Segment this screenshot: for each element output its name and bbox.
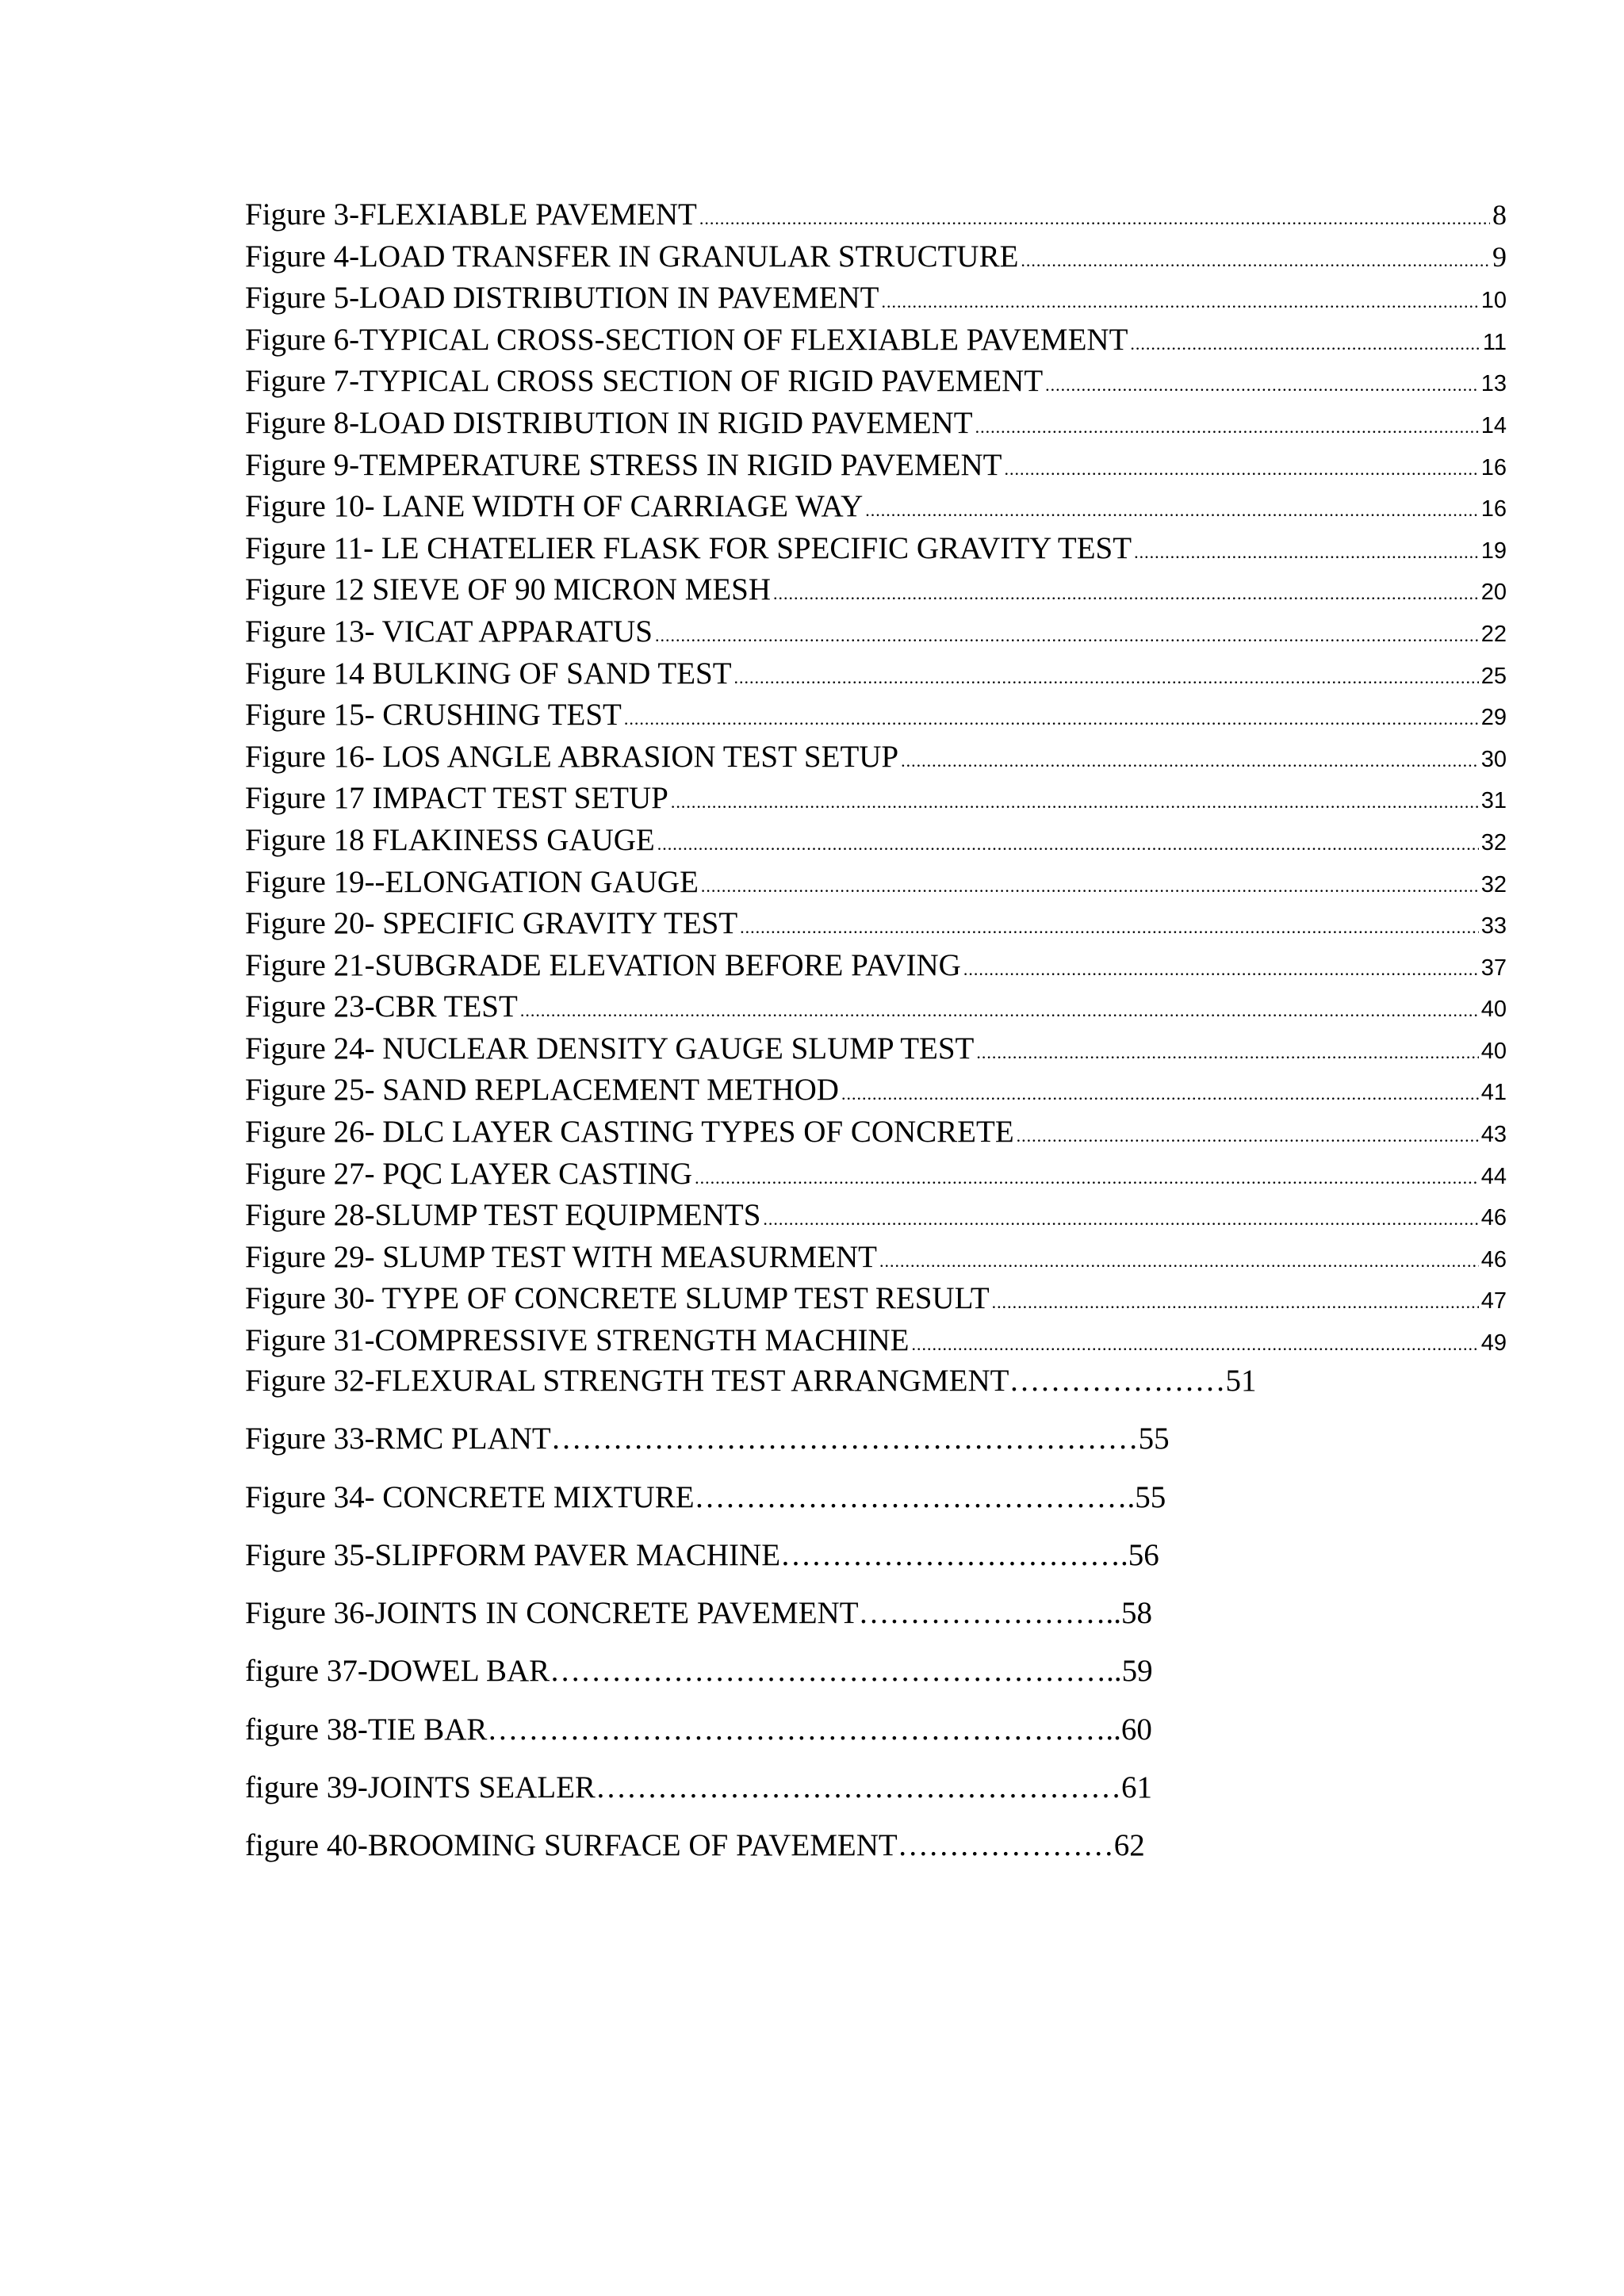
dot-leader bbox=[992, 1282, 1479, 1323]
toc-entry-title: Figure 12 SIEVE OF 90 MICRON MESH bbox=[245, 572, 772, 607]
dot-leader bbox=[624, 698, 1479, 740]
toc-entry-manual[interactable]: figure 39-JOINTS SEALER……………………………………………61 bbox=[245, 1770, 1152, 1805]
dot-leader bbox=[975, 407, 1479, 448]
toc-entry-page: 14 bbox=[1480, 412, 1507, 438]
toc-entry-title: Figure 19--ELONGATION GAUGE bbox=[245, 864, 699, 899]
toc-entry-page: 25 bbox=[1480, 663, 1507, 689]
toc-entry[interactable] bbox=[245, 1278, 1507, 1320]
toc-entry[interactable] bbox=[245, 1028, 1507, 1070]
toc-entry-page: 16 bbox=[1480, 496, 1507, 522]
dot-leader bbox=[901, 740, 1479, 782]
toc-entry-title: Figure 24- NUCLEAR DENSITY GAUGE SLUMP TEST bbox=[245, 1031, 975, 1066]
toc-entry-page: 47 bbox=[1480, 1288, 1507, 1314]
toc-entry[interactable] bbox=[245, 653, 1507, 695]
dot-leader bbox=[655, 615, 1479, 656]
toc-entry-title: Figure 30- TYPE OF CONCRETE SLUMP TEST RESULT bbox=[245, 1281, 990, 1316]
list-of-figures bbox=[245, 194, 1507, 1362]
toc-entry-page: 40 bbox=[1480, 1038, 1507, 1064]
toc-entry-manual[interactable]: Figure 33-RMC PLANT…………………………………………………55 bbox=[245, 1422, 1170, 1456]
toc-entry-page: 8 bbox=[1492, 199, 1507, 231]
toc-entry[interactable] bbox=[245, 445, 1507, 487]
toc-entry-title: Figure 16- LOS ANGLE ABRASION TEST SETUP bbox=[245, 739, 899, 774]
toc-entry[interactable] bbox=[245, 903, 1507, 945]
toc-entry-title: Figure 13- VICAT APPARATUS bbox=[245, 614, 653, 649]
toc-entry[interactable] bbox=[245, 1237, 1507, 1279]
toc-entry-manual[interactable]: Figure 36-JOINTS IN CONCRETE PAVEMENT……………………..58 bbox=[245, 1596, 1153, 1631]
toc-entry-page: 32 bbox=[1480, 871, 1507, 897]
toc-entry-manual[interactable]: figure 37-DOWEL BAR………………………………………………..59 bbox=[245, 1654, 1153, 1689]
toc-entry-page: 46 bbox=[1480, 1205, 1507, 1231]
toc-entry[interactable] bbox=[245, 277, 1507, 320]
toc-entry-page: 44 bbox=[1480, 1163, 1507, 1189]
toc-entry[interactable] bbox=[245, 361, 1507, 403]
dot-leader bbox=[1005, 449, 1479, 490]
toc-entry-title: Figure 9-TEMPERATURE STRESS IN RIGID PAVEMENT bbox=[245, 447, 1002, 482]
dot-leader bbox=[657, 824, 1479, 865]
toc-entry[interactable] bbox=[245, 403, 1507, 445]
toc-entry-page: 32 bbox=[1480, 829, 1507, 855]
dot-leader bbox=[1021, 240, 1490, 281]
dot-leader bbox=[881, 281, 1478, 323]
toc-entry[interactable] bbox=[245, 528, 1507, 570]
toc-entry-manual[interactable]: Figure 35-SLIPFORM PAVER MACHINE…………………………….56 bbox=[245, 1537, 1159, 1572]
toc-entry-title: Figure 4-LOAD TRANSFER IN GRANULAR STRUCTURE bbox=[245, 239, 1019, 274]
toc-entry[interactable] bbox=[245, 695, 1507, 737]
dot-leader bbox=[671, 782, 1479, 823]
dot-leader bbox=[1134, 532, 1479, 573]
toc-entry-manual[interactable]: Figure 32-FLEXURAL STRENGTH TEST ARRANGMENT…………………51 bbox=[245, 1364, 1257, 1398]
toc-entry[interactable] bbox=[245, 194, 1507, 236]
toc-entry-title: Figure 31-COMPRESSIVE STRENGTH MACHINE bbox=[245, 1323, 910, 1358]
toc-entry[interactable] bbox=[245, 862, 1507, 904]
toc-entry[interactable] bbox=[245, 945, 1507, 987]
toc-entry-page: 20 bbox=[1480, 580, 1507, 606]
toc-entry-manual[interactable]: figure 38-TIE BAR……………………………………………………..60 bbox=[245, 1712, 1152, 1747]
dot-leader bbox=[879, 1241, 1479, 1282]
toc-entry-title: Figure 6-TYPICAL CROSS-SECTION OF FLEXIABLE PAVEMENT bbox=[245, 322, 1128, 357]
toc-entry[interactable] bbox=[245, 1112, 1507, 1154]
dot-leader bbox=[701, 866, 1479, 907]
toc-entry[interactable] bbox=[245, 986, 1507, 1028]
toc-entry-page: 31 bbox=[1480, 788, 1507, 814]
toc-entry-title: Figure 14 BULKING OF SAND TEST bbox=[245, 656, 732, 691]
dot-leader bbox=[1045, 365, 1479, 406]
toc-entry-title: Figure 11- LE CHATELIER FLASK FOR SPECIFIC GRAVITY TEST bbox=[245, 530, 1132, 565]
list-of-figures-continued bbox=[245, 1357, 1355, 1881]
dot-leader bbox=[1017, 1115, 1479, 1157]
toc-entry-manual[interactable]: Figure 34- CONCRETE MIXTURE…………………………………….55 bbox=[245, 1479, 1166, 1514]
toc-entry[interactable] bbox=[245, 1154, 1507, 1196]
toc-entry-page: 30 bbox=[1480, 746, 1507, 772]
toc-entry-title: Figure 29- SLUMP TEST WITH MEASURMENT bbox=[245, 1239, 878, 1274]
toc-entry-title: Figure 8-LOAD DISTRIBUTION IN RIGID PAVEMENT bbox=[245, 405, 973, 440]
toc-entry-page: 46 bbox=[1480, 1246, 1507, 1272]
dot-leader bbox=[695, 1158, 1479, 1199]
dot-leader bbox=[841, 1073, 1479, 1115]
dot-leader bbox=[763, 1199, 1478, 1240]
toc-entry-page: 41 bbox=[1480, 1080, 1507, 1106]
toc-entry-title: Figure 20- SPECIFIC GRAVITY TEST bbox=[245, 906, 738, 941]
toc-entry-page: 43 bbox=[1480, 1122, 1507, 1148]
toc-entry[interactable] bbox=[245, 1320, 1507, 1362]
toc-entry[interactable] bbox=[245, 569, 1507, 611]
toc-entry[interactable] bbox=[245, 486, 1507, 528]
toc-entry-title: Figure 17 IMPACT TEST SETUP bbox=[245, 781, 668, 816]
dot-leader bbox=[699, 198, 1490, 239]
toc-entry-title: Figure 10- LANE WIDTH OF CARRIAGE WAY bbox=[245, 489, 864, 524]
toc-entry-title: Figure 26- DLC LAYER CASTING TYPES OF CONCRETE bbox=[245, 1115, 1014, 1150]
toc-entry-title: Figure 7-TYPICAL CROSS SECTION OF RIGID PAVEMENT bbox=[245, 364, 1044, 399]
dot-leader bbox=[963, 949, 1479, 990]
toc-entry-page: 40 bbox=[1480, 997, 1507, 1023]
toc-entry-page: 22 bbox=[1480, 621, 1507, 647]
toc-entry[interactable] bbox=[245, 236, 1507, 278]
toc-entry[interactable] bbox=[245, 1070, 1507, 1112]
toc-entry-page: 29 bbox=[1480, 705, 1507, 731]
toc-entry-title: Figure 3-FLEXIABLE PAVEMENT bbox=[245, 197, 697, 232]
toc-entry-title: Figure 28-SLUMP TEST EQUIPMENTS bbox=[245, 1198, 761, 1233]
toc-entry[interactable] bbox=[245, 1195, 1507, 1237]
toc-entry[interactable] bbox=[245, 820, 1507, 862]
dot-leader bbox=[865, 490, 1478, 531]
toc-entry-page: 9 bbox=[1492, 240, 1507, 273]
dot-leader bbox=[976, 1032, 1478, 1073]
toc-entry-title: Figure 25- SAND REPLACEMENT METHOD bbox=[245, 1073, 839, 1108]
dot-leader bbox=[734, 657, 1479, 698]
toc-entry-page: 10 bbox=[1480, 288, 1507, 314]
toc-entry-page: 33 bbox=[1480, 913, 1507, 939]
toc-entry-page: 11 bbox=[1482, 329, 1507, 355]
toc-entry-manual[interactable]: figure 40-BROOMING SURFACE OF PAVEMENT…………………62 bbox=[245, 1828, 1145, 1863]
toc-entry-title: Figure 15- CRUSHING TEST bbox=[245, 698, 622, 733]
toc-entry-page: 37 bbox=[1480, 955, 1507, 981]
toc-entry[interactable] bbox=[245, 778, 1507, 820]
dot-leader bbox=[1130, 323, 1480, 365]
toc-entry[interactable] bbox=[245, 611, 1507, 653]
toc-entry-page: 49 bbox=[1480, 1330, 1507, 1357]
toc-entry[interactable] bbox=[245, 320, 1507, 362]
dot-leader bbox=[773, 573, 1479, 614]
toc-entry-title: Figure 23-CBR TEST bbox=[245, 989, 518, 1024]
toc-entry-page: 13 bbox=[1480, 371, 1507, 397]
toc-entry-title: Figure 21-SUBGRADE ELEVATION BEFORE PAVING bbox=[245, 947, 961, 982]
dot-leader bbox=[740, 907, 1479, 948]
toc-entry-page: 16 bbox=[1480, 454, 1507, 480]
dot-leader bbox=[520, 990, 1479, 1031]
toc-entry-title: Figure 18 FLAKINESS GAUGE bbox=[245, 822, 655, 857]
toc-entry-title: Figure 5-LOAD DISTRIBUTION IN PAVEMENT bbox=[245, 281, 879, 316]
toc-entry-title: Figure 27- PQC LAYER CASTING bbox=[245, 1156, 693, 1191]
toc-entry-page: 19 bbox=[1480, 538, 1507, 564]
toc-entry[interactable] bbox=[245, 737, 1507, 779]
